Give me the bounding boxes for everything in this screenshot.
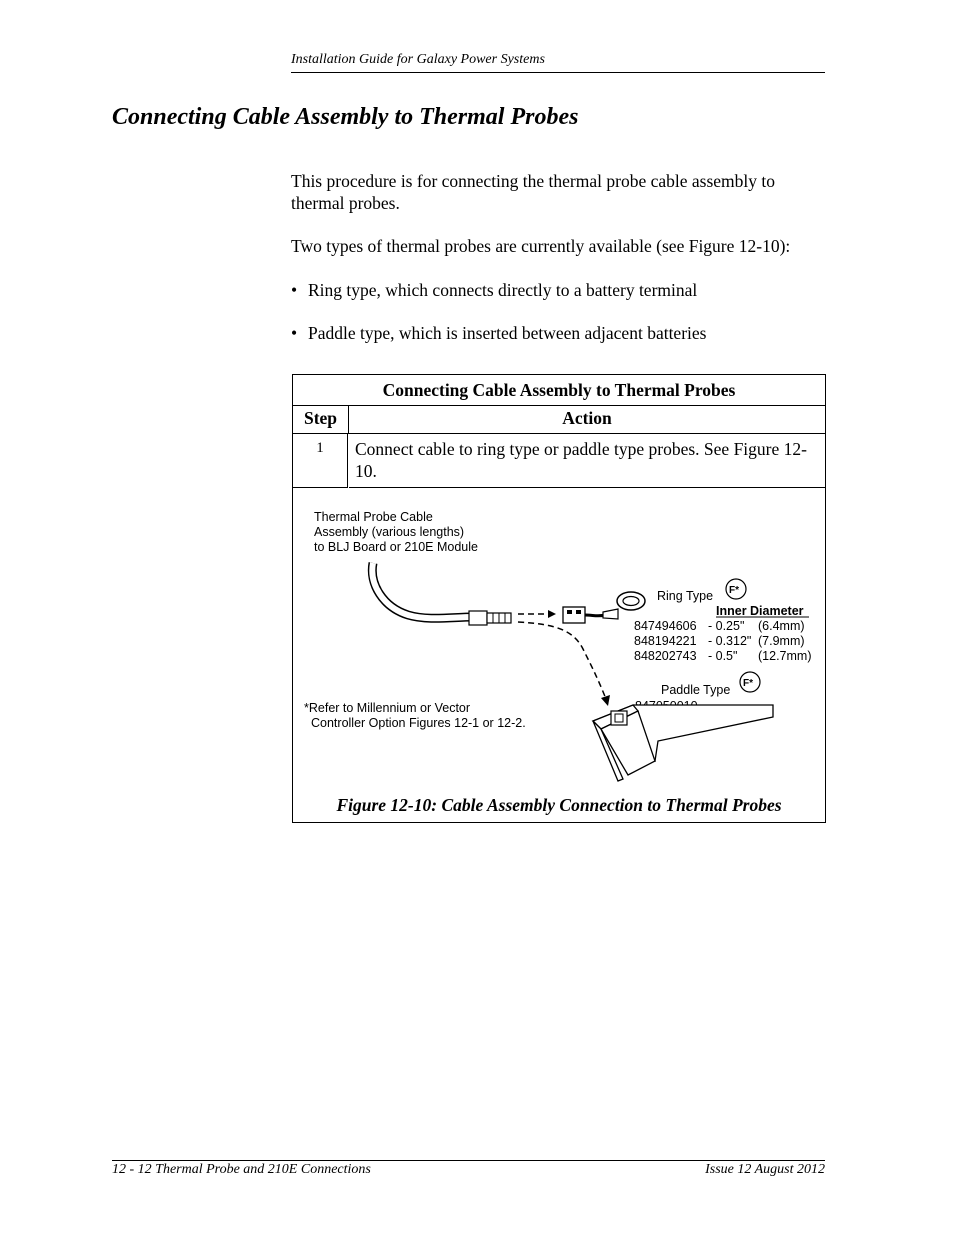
- note-line1: *Refer to Millennium or Vector: [304, 701, 471, 715]
- ring-part-number: 847494606: [634, 619, 697, 633]
- cable-label-line1: Thermal Probe Cable: [314, 510, 433, 524]
- procedure-table-title: Connecting Cable Assembly to Thermal Probes: [293, 375, 825, 406]
- f-star-badge-paddle: [740, 672, 760, 692]
- cable-label-line3: to BLJ Board or 210E Module: [314, 540, 478, 554]
- bullet-text: Paddle type, which is inserted between adjacent batteries: [308, 323, 707, 343]
- step-number: 1: [293, 434, 348, 488]
- column-header-action: Action: [349, 406, 825, 434]
- running-header: Installation Guide for Galaxy Power Systems: [291, 52, 545, 67]
- figure-thermal-probes: [293, 489, 825, 822]
- bullet-item-ring: [291, 279, 825, 301]
- ring-part-mm: (7.9mm): [758, 634, 805, 648]
- f-star-badge-ring: [726, 579, 746, 599]
- ring-part-mm: (6.4mm): [758, 619, 805, 633]
- ring-type-label: Ring Type: [657, 589, 714, 603]
- bullet-text: Ring type, which connects directly to a battery terminal: [308, 280, 698, 300]
- figure-caption: Figure 12-10: Cable Assembly Connection to Thermal Probes: [336, 795, 782, 815]
- ring-part-size: - 0.5": [708, 649, 738, 663]
- probe-types-paragraph: Two types of thermal probes are currently available (see Figure 12-10):: [291, 236, 791, 256]
- cable-label-line2: Assembly (various lengths): [314, 525, 465, 539]
- procedure-table: [292, 374, 826, 823]
- intro-paragraph: This procedure is for connecting the thermal probe cable assembly to thermal probes.: [291, 171, 776, 213]
- section-title: Connecting Cable Assembly to Thermal Probes: [112, 104, 579, 130]
- bullet-marker: •: [291, 280, 298, 300]
- ring-probe-drawing: [563, 592, 645, 623]
- ring-part-number: 848194221: [634, 634, 697, 648]
- figure-drawing: [293, 489, 825, 789]
- ring-part-number: 848202743: [634, 649, 697, 663]
- column-header-step: Step: [293, 406, 349, 434]
- step-action: Connect cable to ring type or paddle type probes. See Figure 12-10.: [349, 434, 825, 488]
- bullet-item-paddle: [291, 322, 825, 344]
- bullet-marker: •: [291, 323, 298, 343]
- ring-part-mm: (12.7mm): [758, 649, 812, 663]
- f-star-badge-text: F*: [743, 678, 753, 689]
- f-star-badge-text: F*: [729, 585, 739, 596]
- paddle-probe-drawing: [593, 705, 773, 781]
- footer-rule: [112, 1160, 825, 1161]
- inner-diameter-label: Inner Diameter: [716, 604, 804, 618]
- footer-issue: Issue 12 August 2012: [705, 1162, 825, 1177]
- ring-part-size: - 0.25": [708, 619, 745, 633]
- ring-part-size: - 0.312": [708, 634, 752, 648]
- arrow-to-ring-probe: [518, 610, 556, 618]
- note-line2: Controller Option Figures 12-1 or 12-2.: [311, 716, 526, 730]
- cable-assembly-drawing: [372, 563, 511, 625]
- arrow-to-paddle-probe: [518, 622, 610, 706]
- header-rule: [291, 72, 825, 73]
- footer-page-info: 12 - 12 Thermal Probe and 210E Connections: [112, 1162, 371, 1177]
- paddle-type-label: Paddle Type: [661, 683, 731, 697]
